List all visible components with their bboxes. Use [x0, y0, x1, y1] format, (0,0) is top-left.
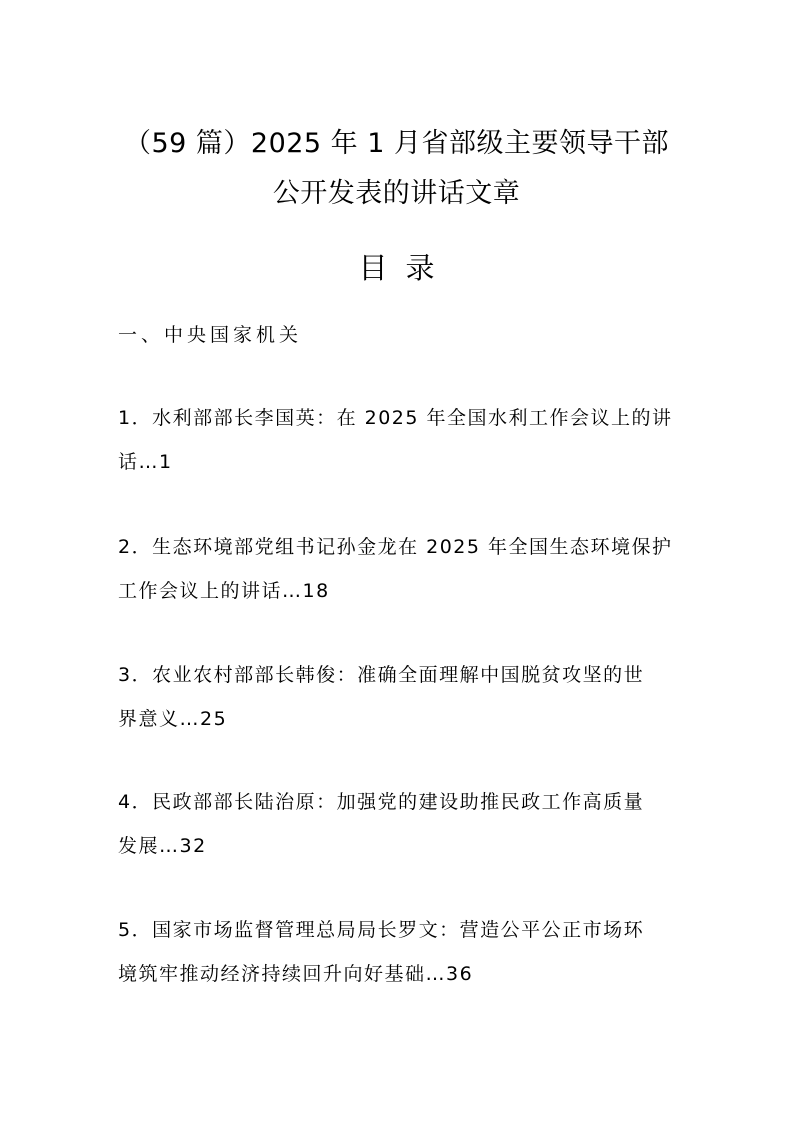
toc-entry-4-line-1: 4．民政部部长陆治原：加强党的建设助推民政工作高质量: [118, 791, 645, 813]
toc-entry-4-line-2: 发展…32: [118, 835, 207, 857]
toc-entry-5-line-2: 境筑牢推动经济持续回升向好基础…36: [118, 963, 474, 985]
document-title-line-1: （59 篇）2025 年 1 月省部级主要领导干部: [123, 128, 670, 159]
toc-entry-2[interactable]: [118, 525, 678, 613]
toc-entry-5[interactable]: [118, 908, 678, 996]
toc-entry-1-line-1: 1．水利部部长李国英：在 2025 年全国水利工作会议上的讲: [118, 407, 673, 429]
toc-entry-5-line-1: 5．国家市场监督管理总局局长罗文：营造公平公正市场环: [118, 919, 645, 941]
toc-entry-3-line-1: 3．农业农村部部长韩俊：准确全面理解中国脱贫攻坚的世: [118, 664, 645, 686]
section-heading: 一、中央国家机关: [118, 324, 303, 346]
toc-entry-2-line-1: 2．生态环境部党组书记孙金龙在 2025 年全国生态环境保护: [118, 536, 673, 558]
toc-entry-2-line-2: 工作会议上的讲话…18: [118, 580, 330, 602]
toc-entry-4[interactable]: [118, 780, 678, 868]
document-title-line-2: 公开发表的讲话文章: [272, 178, 521, 209]
toc-entry-1[interactable]: [118, 396, 678, 484]
toc-entry-1-line-2: 话…1: [118, 451, 173, 473]
toc-heading: 目录: [358, 251, 453, 285]
toc-entry-3-line-2: 界意义…25: [118, 708, 228, 730]
toc-entry-3[interactable]: [118, 653, 678, 741]
